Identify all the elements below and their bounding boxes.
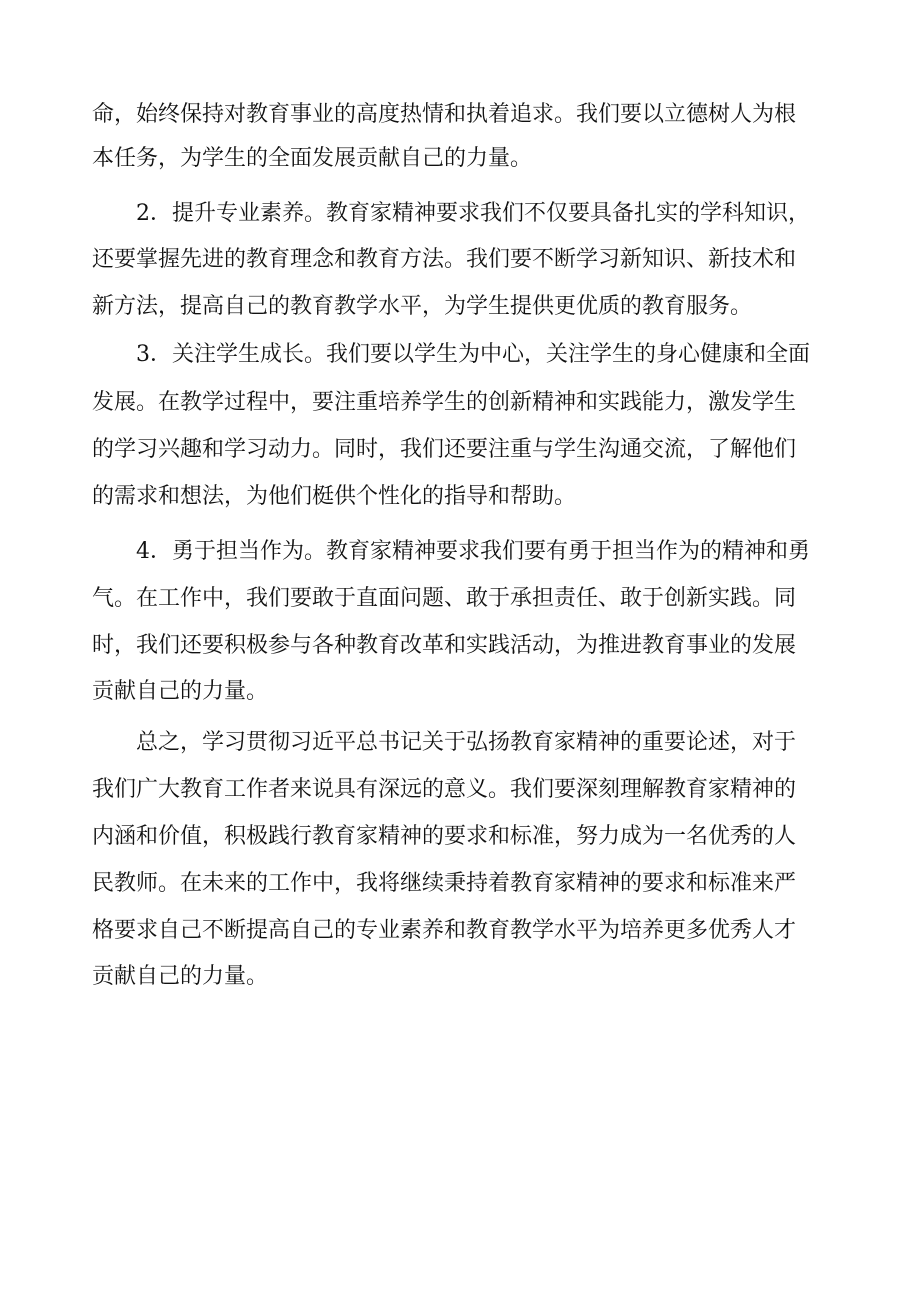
paragraph-3-first-line: 3．关注学生成长。我们要以学生为中心，关注学生的身心健康和全面 <box>136 342 810 367</box>
conclusion-first-line: 总之，学习贯彻习近平总书记关于弘扬教育家精神的重要论述，对于 <box>136 730 797 755</box>
paragraph-2-first-line: 2．提升专业素养。教育家精神要求我们不仅要具备扎实的学科知识， <box>136 201 810 226</box>
text-line: 贡献自己的力量。 <box>92 679 269 704</box>
text-line: 贡献自己的力量。 <box>92 964 269 989</box>
text-line: 我们广大教育工作者来说具有深远的意义。我们要深刻理解教育家精神的 <box>92 777 797 802</box>
text-line: 民教师。在未来的工作中，我将继续秉持着教育家精神的要求和标准来严 <box>92 871 797 896</box>
text-line: 发展。在教学过程中，要注重培养学生的创新精神和实践能力，激发学生 <box>92 390 797 415</box>
text-line: 命，始终保持对教育事业的高度热情和执着追求。我们要以立德树人为根 <box>92 102 797 127</box>
text-line: 格要求自己不断提高自己的专业素养和教育教学水平为培养更多优秀人才 <box>92 918 797 943</box>
paragraph-4-first-line: 4．勇于担当作为。教育家精神要求我们要有勇于担当作为的精神和勇 <box>136 539 810 564</box>
text-line: 的需求和想法，为他们梃供个性化的指导和帮助。 <box>92 484 577 509</box>
text-line: 时，我们还要积极参与各种教育改革和实践活动，为推进教育事业的发展 <box>92 633 797 658</box>
text-line: 内涵和价值，积极践行教育家精神的要求和标准，努力成为一名优秀的人 <box>92 824 797 849</box>
text-line: 新方法，提高自己的教育教学水平，为学生提供更优质的教育服务。 <box>92 294 753 319</box>
text-line: 本任务，为学生的全面发展贡献自己的力量。 <box>92 146 533 171</box>
text-line: 还要掌握先进的教育理念和教育方法。我们要不断学习新知识、新技术和 <box>92 247 797 272</box>
text-line: 气。在工作中，我们要敢于直面问题、敢于承担责任、敢于创新实践。同 <box>92 586 797 611</box>
text-line: 的学习兴趣和学习动力。同时，我们还要注重与学生沟通交流，了解他们 <box>92 437 797 462</box>
